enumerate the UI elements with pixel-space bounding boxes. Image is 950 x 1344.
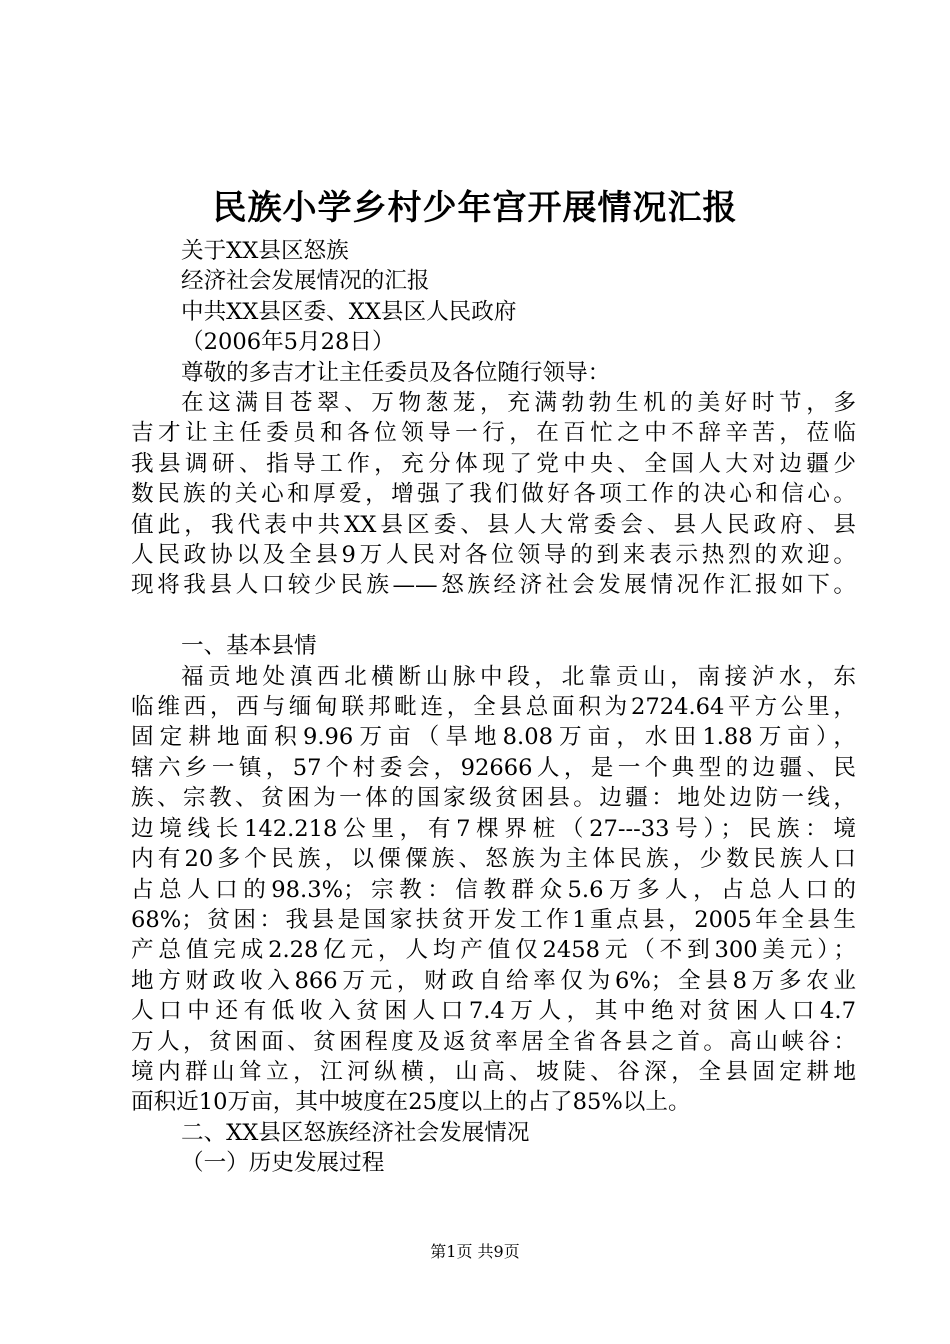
date-line: （2006年5月28日） bbox=[181, 329, 395, 356]
document-body bbox=[131, 236, 856, 1179]
intro-line: 我县调研、指导工作，充分体现了党中央、全国人大对边疆少 bbox=[131, 450, 856, 477]
intro-line: 现将我县人口较少民族——怒族经济社会发展情况作汇报如下。 bbox=[131, 572, 856, 599]
section1-line: 68%；贫困：我县是国家扶贫开发工作1重点县，2005年全县生 bbox=[131, 906, 856, 933]
section1-line: 人口中还有低收入贫困人口7.4万人，其中绝对贫困人口4.7 bbox=[131, 998, 856, 1025]
section1-line: 万人，贫困面、贫困程度及返贫率居全省各县之首。高山峡谷： bbox=[131, 1028, 856, 1055]
page-footer: 第1页 共9页 bbox=[430, 1242, 520, 1261]
section1-line: 固定耕地面积9.96万亩（旱地8.08万亩，水田1.88万亩）， bbox=[131, 724, 856, 751]
header-line: 中共XX县区委、XX县区人民政府 bbox=[181, 298, 517, 325]
section1-line: 边境线长142.218公里，有7棵界桩（27---33号）；民族：境 bbox=[131, 815, 856, 842]
section-heading: 一、基本县情 bbox=[181, 633, 317, 660]
intro-line: 吉才让主任委员和各位领导一行，在百忙之中不辞辛苦，莅临 bbox=[131, 420, 856, 447]
section1-line: 占总人口的98.3%；宗教：信教群众5.6万多人，占总人口的 bbox=[131, 876, 856, 903]
header-line: 关于XX县区怒族 bbox=[181, 238, 349, 264]
section1-line: 内有20多个民族，以傈僳族、怒族为主体民族，少数民族人口 bbox=[131, 846, 856, 873]
section1-line: 福贡地处滇西北横断山脉中段，北靠贡山，南接泸水，东 bbox=[181, 663, 856, 690]
intro-line: 在这满目苍翠、万物葱茏，充满勃勃生机的美好时节，多 bbox=[181, 390, 856, 417]
paragraph-gap bbox=[131, 601, 856, 631]
section1-line: 地方财政收入866万元，财政自给率仅为6%；全县8万多农业 bbox=[131, 967, 856, 994]
section1-line: 临维西，西与缅甸联邦毗连，全县总面积为2724.64平方公里， bbox=[131, 694, 856, 721]
header-line: 经济社会发展情况的汇报 bbox=[181, 268, 430, 295]
section1-line: 面积近10万亩，其中坡度在25度以上的占了85%以上。 bbox=[131, 1089, 691, 1116]
section1-line: 产总值完成2.28亿元，人均产值仅2458元（不到300美元）； bbox=[131, 937, 856, 964]
section1-line: 辖六乡一镇，57个村委会，92666人，是一个典型的边疆、民 bbox=[131, 754, 856, 781]
subsection-heading: （一）历史发展过程 bbox=[181, 1150, 385, 1177]
section1-line: 族、宗教、贫困为一体的国家级贫困县。边疆：地处边防一线， bbox=[131, 785, 856, 812]
section1-line: 境内群山耸立，江河纵横，山高、坡陡、谷深，全县固定耕地 bbox=[131, 1058, 856, 1085]
intro-line: 数民族的关心和厚爱，增强了我们做好各项工作的决心和信心。 bbox=[131, 481, 856, 508]
section-heading: 二、XX县区怒族经济社会发展情况 bbox=[181, 1119, 530, 1146]
intro-line: 值此，我代表中共XX县区委、县人大常委会、县人民政府、县 bbox=[131, 511, 856, 538]
salutation-line: 尊敬的多吉才让主任委员及各位随行领导： bbox=[181, 359, 611, 386]
document-title: 民族小学乡村少年宫开展情况汇报 bbox=[212, 188, 738, 228]
intro-line: 人民政协以及全县9万人民对各位领导的到来表示热烈的欢迎。 bbox=[131, 542, 856, 569]
